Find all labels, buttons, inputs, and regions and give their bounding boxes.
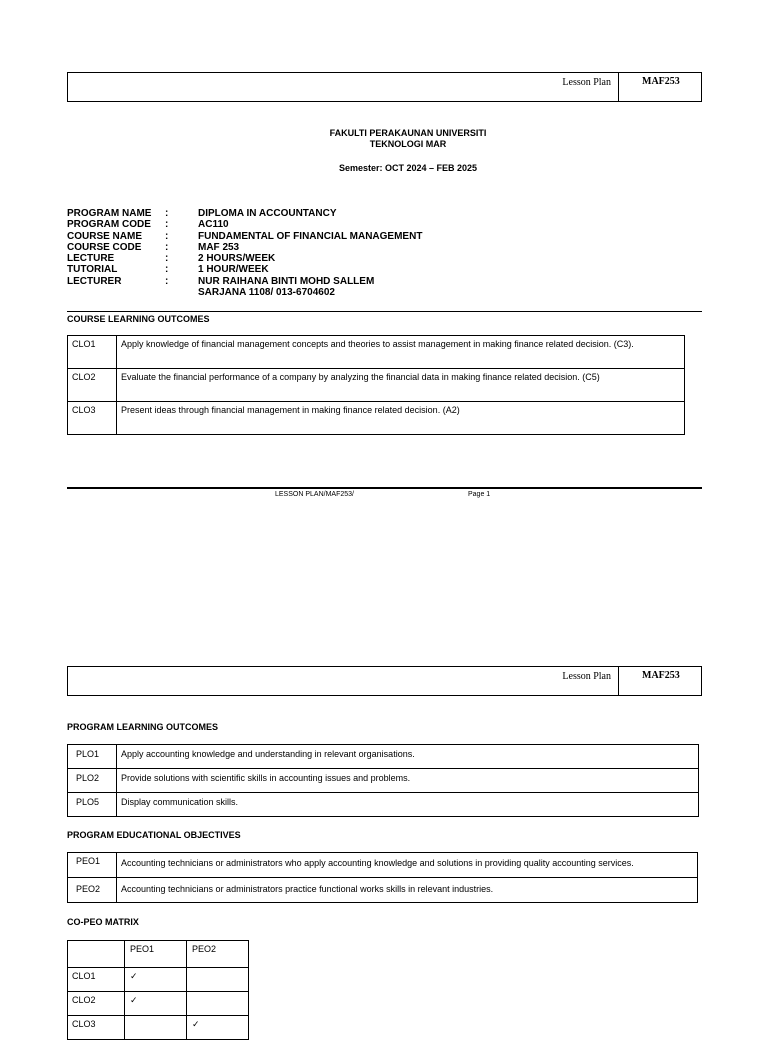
matrix-row [68,968,249,992]
plo-code: PLO1 [68,745,117,769]
matrix-col-peo1: PEO1 [125,941,187,968]
table-row [68,336,685,369]
info-label: LECTURER [67,275,122,287]
info-value: NUR RAIHANA BINTI MOHD SALLEM [198,275,375,287]
clo-code: CLO2 [68,369,117,402]
page1-header-box [67,72,702,102]
plo-text: Provide solutions with scientific skills in accounting issues and problems. [117,769,699,793]
matrix-row-label: CLO1 [68,968,125,992]
clo-code: CLO3 [68,402,117,435]
header-course-code: MAF253 [642,76,680,87]
matrix-row [68,992,249,1016]
info-label: PROGRAM NAME [67,208,152,219]
clo-text: Apply knowledge of financial management concepts and theories to assist management in making finance related decision. (C3). [117,336,685,369]
section-divider [67,311,702,312]
info-value: AC110 [198,219,229,231]
header-divider [618,73,619,101]
clo-text: Present ideas through financial management in making finance related decision. (A2) [117,402,685,435]
faculty-title-line1: FAKULTI PERAKAUNAN UNIVERSITI [329,128,487,138]
matrix-cell [125,1016,187,1040]
plo-code: PLO5 [68,793,117,817]
info-row [67,253,422,264]
table-row [68,402,685,435]
matrix-row-label: CLO3 [68,1016,125,1040]
peo-code: PEO1 [68,853,117,878]
info-sep: : [165,264,169,276]
table-row [68,878,698,903]
info-value: MAF 253 [198,241,240,253]
table-row [68,793,699,817]
info-label: TUTORIAL [67,264,118,276]
info-sep: : [165,275,169,287]
matrix-row [68,1016,249,1040]
matrix-heading: CO-PEO MATRIX [67,917,139,927]
table-row [68,745,699,769]
info-sep: : [165,230,169,242]
header-divider [618,667,619,695]
header-doc-type: Lesson Plan [562,671,611,682]
peo-text: Accounting technicians or administrators who apply accounting knowledge and solutions in providing quality accounting services. [117,853,698,878]
peo-text: Accounting technicians or administrators practice functional works skills in relevant industries. [117,878,698,903]
info-label: COURSE CODE [67,241,142,253]
matrix-corner [68,941,125,968]
info-row [67,242,422,253]
check-mark-icon: ✓ [125,992,187,1016]
clo-table [67,335,685,435]
footer-left: LESSON PLAN/MAF253/ [275,491,354,498]
info-row [67,219,422,230]
info-sep: : [165,219,169,231]
lecturer-contact: SARJANA 1108/ 013-6704602 [198,287,335,299]
info-value: FUNDAMENTAL OF FINANCIAL MANAGEMENT [198,230,423,242]
peo-code: PEO2 [68,878,117,903]
peo-table [67,852,698,903]
info-value: 2 HOURS/WEEK [198,253,276,265]
info-row [67,287,422,298]
info-row [67,276,422,287]
info-row [67,264,422,275]
matrix-row-label: CLO2 [68,992,125,1016]
table-row [68,769,699,793]
faculty-title-line2: TEKNOLOGI MAR [369,139,447,149]
plo-code: PLO2 [68,769,117,793]
info-sep: : [165,253,169,265]
info-label: LECTURE [67,253,115,265]
info-value: 1 HOUR/WEEK [198,264,269,276]
clo-text: Evaluate the financial performance of a company by analyzing the financial data in making finance related decision. (C5) [117,369,685,402]
clo-heading: COURSE LEARNING OUTCOMES [67,314,210,324]
check-mark-icon: ✓ [187,1016,249,1040]
footer-rule [67,487,702,489]
info-label: PROGRAM CODE [67,219,151,231]
table-row [68,369,685,402]
header-course-code: MAF253 [642,670,680,681]
plo-text: Display communication skills. [117,793,699,817]
header-doc-type: Lesson Plan [562,77,611,88]
info-value: DIPLOMA IN ACCOUNTANCY [198,208,337,219]
co-peo-matrix [67,940,249,1040]
info-sep: : [165,241,169,253]
plo-table [67,744,699,817]
footer-page-number: Page 1 [468,491,491,498]
matrix-cell [187,992,249,1016]
page2-header-box [67,666,702,696]
semester-line: Semester: OCT 2024 – FEB 2025 [338,163,478,173]
matrix-cell [187,968,249,992]
clo-code: CLO1 [68,336,117,369]
info-label: COURSE NAME [67,230,143,242]
info-row [67,231,422,242]
matrix-header-row [68,941,249,968]
peo-heading: PROGRAM EDUCATIONAL OBJECTIVES [67,830,241,840]
program-info-table [67,208,422,298]
matrix-col-peo2: PEO2 [187,941,249,968]
plo-heading: PROGRAM LEARNING OUTCOMES [67,722,219,732]
info-row [67,208,422,219]
check-mark-icon: ✓ [125,968,187,992]
table-row [68,853,698,878]
info-sep: : [165,208,169,219]
plo-text: Apply accounting knowledge and understanding in relevant organisations. [117,745,699,769]
